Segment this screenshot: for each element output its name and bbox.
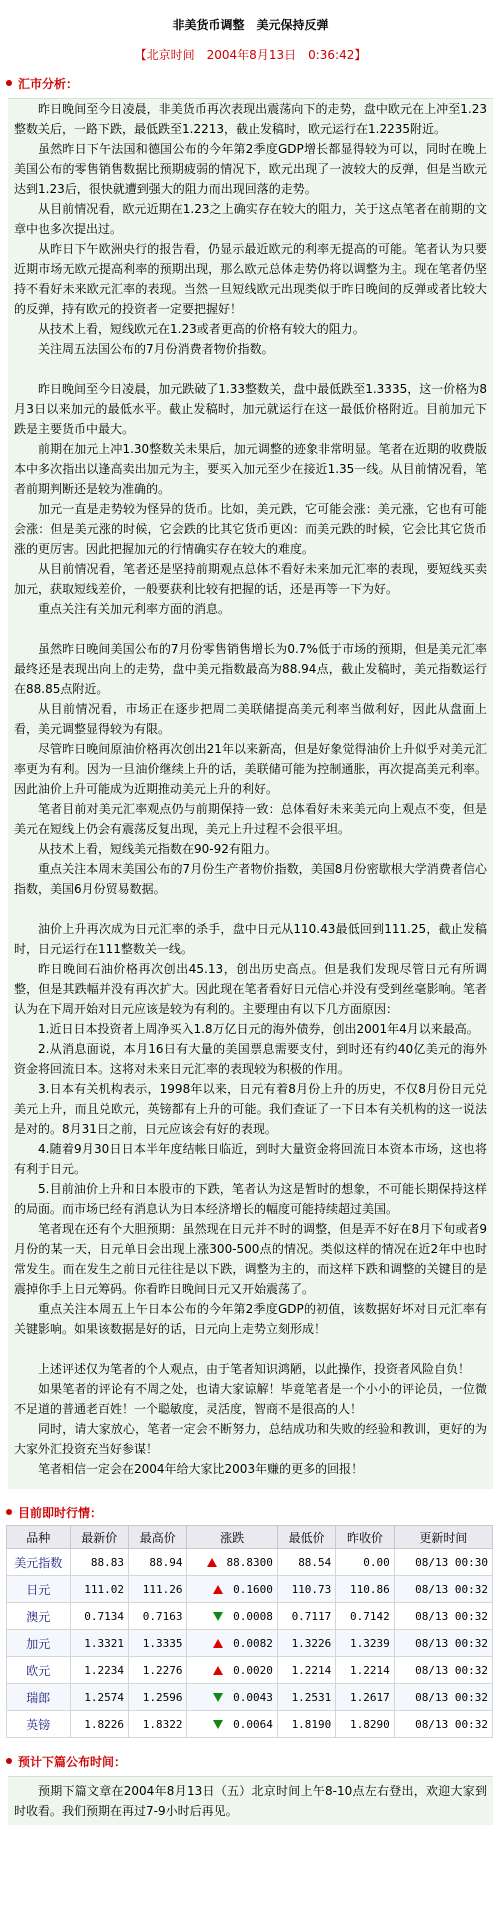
change-cell [187,1684,277,1711]
analysis-paragraph: 关注周五法国公布的7月份消费者物价指数。 [38,342,274,356]
analysis-paragraph: 笔者目前对美元汇率观点仍与前期保持一致：总体看好未来美元向上观点不变，但是美元在短线上仍会有震荡反复出现，美元上升过程不会很平坦。 [14,802,487,836]
column-header: 涨跌 [187,1526,277,1549]
arrow-down-icon [213,1612,223,1621]
update-time: 08/13 00:32 [394,1657,492,1684]
analysis-paragraph: 重点关注本周末美国公布的7月份生产者物价指数，美国8月份密歇根大学消费者信心指数，美国6月份贸易数据。 [14,862,487,896]
prev-close: 1.2617 [336,1684,394,1711]
table-row [7,1684,493,1711]
paragraph-gap [14,1339,487,1359]
analysis-paragraph: 3.日本有关机构表示，1998年以来，日元有着8月份上升的历史，不仅8月份日元兑美元上升，而且兑欧元，英镑都有上升的可能。我们查证了一下日本有关机构的这一说法是对的。8月31日之前，日元应该会有好的表现。 [14,1082,487,1136]
notice-heading [6,1752,501,1770]
low-price: 0.7117 [277,1603,335,1630]
analysis-paragraph: 同时，请大家放心，笔者一定会不断努力，总结成功和失败的经验和教训，更好的为大家外汇投资充当好参谋！ [14,1422,487,1456]
last-price: 1.2234 [70,1657,128,1684]
table-row [7,1711,493,1738]
update-time: 08/13 00:32 [394,1603,492,1630]
column-header: 最新价 [70,1526,128,1549]
arrow-up-icon [213,1666,223,1675]
prev-close: 1.3239 [336,1630,394,1657]
change-cell [187,1630,277,1657]
change-cell [187,1657,277,1684]
last-price: 1.8226 [70,1711,128,1738]
high-price: 1.2276 [129,1657,187,1684]
instrument-name: 欧元 [7,1657,71,1684]
analysis-paragraph: 虽然昨日下午法国和德国公布的今年第2季度GDP增长都显得较为可以，同时在晚上美国公布的零售销售数据比预期疲弱的情况下，欧元出现了一波较大的反弹，但是当欧元达到1.23后，很快就遭到强大的阻力而出现回落的走势。 [14,142,487,196]
notice-heading-text: 预计下篇公布时间： [18,1754,127,1769]
analysis-paragraph: 笔者现在还有个大胆预期：虽然现在日元并不时的调整，但是弄不好在8月下旬或者9月份的某一天，日元单日会出现上涨300-500点的情况。类似这样的情况在近2年中也时常发生。而在发生之前日元往往是以下跌，调整为主的，而这样下跌和调整的关键目的是震掉你手上日元筹码。你看昨日晚间日元又开始震荡了。 [14,1222,487,1296]
page [0,16,501,1825]
quote-table [6,1525,493,1738]
analysis-paragraph: 从昨日下午欧洲央行的报告看，仍显示最近欧元的利率无提高的可能。笔者认为只要近期市场无欧元提高利率的预期出现，那么欧元总体走势仍将以调整为主。现在笔者仍坚持不看好未来欧元汇率的表现。当然一旦短线欧元出现类似于昨日晚间的反弹或者比较大的反弹，持有欧元的投资者一定要把握好！ [14,242,487,316]
prev-close: 110.86 [336,1576,394,1603]
analysis-paragraph: 2.从消息面说，本月16日有大量的美国票息需要支付，到时还有约40亿美元的海外资金将回流日本。这将对未来日元汇率的表现较为积极的作用。 [14,1042,487,1076]
analysis-paragraph: 昨日晚间至今日凌晨，非美货币再次表现出震荡向下的走势，盘中欧元在上冲至1.23整数关后，一路下跌，最低跌至1.2213，截止发稿时，欧元运行在1.2235附近。 [14,102,487,136]
arrow-up-icon [213,1639,223,1648]
bullet-icon [6,1758,12,1764]
page-title: 非美货币调整 美元保持反弹 [172,18,329,32]
high-price: 1.3335 [129,1630,187,1657]
arrow-down-icon [213,1720,223,1729]
update-time: 08/13 00:32 [394,1711,492,1738]
arrow-up-icon [207,1558,217,1567]
update-time: 08/13 00:32 [394,1576,492,1603]
paragraph-gap [14,899,487,919]
beijing-time-line: 【北京时间 2004年8月13日 0:36:42】 [134,48,367,62]
high-price: 0.7163 [129,1603,187,1630]
analysis-paragraph: 虽然昨日晚间美国公布的7月份零售销售增长为0.7%低于市场的预期，但是美元汇率最终还是表现出向上的走势，盘中美元指数最高为88.94点，截止发稿时，美元指数运行在88.85点附近。 [14,642,487,696]
analysis-paragraph: 尽管昨日晚间原油价格再次创出21年以来新高，但是好象觉得油价上升似乎对美元汇率更为有利。因为一旦油价继续上升的话，美联储可能为控制通胀，再次提高美元利率。因此油价上升可能成为近期推动美元上升的利好。 [14,742,487,796]
analysis-paragraph: 加元一直是走势较为怪异的货币。比如，美元跌，它可能会涨：美元涨，它也有可能会涨：但是美元涨的时候，它会跌的比其它货币更凶：而美元跌的时候，它会比其它货币涨的更厉害。因此把握加元的行情确实存在较大的难度。 [14,502,487,556]
quotes-heading [6,1503,501,1521]
analysis-paragraph: 从目前情况看，欧元近期在1.23之上确实存在较大的阻力，关于这点笔者在前期的文章中也多次提出过。 [14,202,487,236]
analysis-body [8,98,493,1489]
change-value: 0.0064 [233,1717,273,1731]
last-price: 1.2574 [70,1684,128,1711]
last-price: 111.02 [70,1576,128,1603]
analysis-paragraph: 从目前情况看，市场正在逐步把周二美联储提高美元利率当做利好，因此从盘面上看，美元调整显得较为有限。 [14,702,487,736]
analysis-paragraph: 1.近日日本投资者上周净买入1.8万亿日元的海外债券，创出2001年4月以来最高。 [38,1022,479,1036]
table-row [7,1630,493,1657]
change-value: 0.0008 [233,1609,273,1623]
table-row [7,1603,493,1630]
analysis-paragraph: 如果笔者的评论有不周之处，也请大家谅解！毕竟笔者是一个小小的评论员，一位微不足道的普通老百姓！一个聪敏度，灵活度，智商不是很高的人！ [14,1382,487,1416]
analysis-paragraph: 前期在加元上冲1.30整数关未果后，加元调整的迹象非常明显。笔者在近期的收费版本中多次指出以逢高卖出加元为主，要买入加元至少在接近1.35一线。从目前情况看，笔者前期判断还是较为准确的。 [14,442,487,496]
change-value: 88.8300 [226,1555,273,1569]
change-value: 0.0082 [233,1636,273,1650]
low-price: 110.73 [277,1576,335,1603]
update-time: 08/13 00:32 [394,1684,492,1711]
last-price: 0.7134 [70,1603,128,1630]
analysis-paragraph: 上述评述仅为笔者的个人观点，由于笔者知识鸿陋，以此操作，投资者风险自负！ [38,1362,471,1376]
change-cell [187,1549,277,1576]
analysis-paragraph: 重点关注有关加元利率方面的消息。 [38,602,231,616]
low-price: 1.3226 [277,1630,335,1657]
paragraph-gap [14,619,487,639]
analysis-paragraph: 5.目前油价上升和日本股市的下跌，笔者认为这是暂时的想象，不可能长期保持这样的局面。而市场已经有消息认为日本经济增长的幅度可能持续超过美国。 [14,1182,487,1216]
change-cell [187,1603,277,1630]
table-row [7,1657,493,1684]
column-header: 品种 [7,1526,71,1549]
arrow-up-icon [213,1585,223,1594]
prev-close: 1.2214 [336,1657,394,1684]
analysis-paragraph: 从技术上看，短线美元指数在90-92有阻力。 [38,842,277,856]
instrument-name: 美元指数 [7,1549,71,1576]
update-time: 08/13 00:32 [394,1630,492,1657]
instrument-name: 加元 [7,1630,71,1657]
update-time: 08/13 00:30 [394,1549,492,1576]
next-article-notice: 预期下篇文章在2004年8月13日（五）北京时间上午8-10点左右登出，欢迎大家到时收看。我们预期在再过7-9小时后再见。 [8,1776,493,1825]
instrument-name: 瑞郎 [7,1684,71,1711]
analysis-paragraph: 重点关注本周五上午日本公布的今年第2季度GDP的初值，该数据好坏对日元汇率有关键影响。如果该数据是好的话，日元向上走势立刻形成！ [14,1302,487,1336]
instrument-name: 澳元 [7,1603,71,1630]
prev-close: 1.8290 [336,1711,394,1738]
column-header: 最低价 [277,1526,335,1549]
instrument-name: 日元 [7,1576,71,1603]
prev-close: 0.00 [336,1549,394,1576]
analysis-paragraph: 4.随着9月30日日本半年度结帐日临近，到时大量资金将回流日本资本市场，这也将有利于日元。 [14,1142,487,1176]
change-value: 0.0020 [233,1663,273,1677]
change-cell [187,1576,277,1603]
quote-table-header [7,1526,493,1549]
low-price: 88.54 [277,1549,335,1576]
quotes-heading-text: 目前即时行情： [18,1505,103,1520]
column-header: 最高价 [129,1526,187,1549]
paragraph-gap [14,359,487,379]
last-price: 1.3321 [70,1630,128,1657]
bullet-icon [6,1509,12,1515]
table-row [7,1576,493,1603]
analysis-paragraph: 昨日晚间石油价格再次创出45.13，创出历史高点。但是我们发现尽管日元有所调整，但是其跌幅并没有再次扩大。因此现在笔者看好日元信心并没有受到丝毫影响。笔者认为在下周开始对日元应该是较为有利的。主要理由有以下几方面原因： [14,962,487,1016]
change-value: 0.1600 [233,1582,273,1596]
column-header: 昨收价 [336,1526,394,1549]
high-price: 1.8322 [129,1711,187,1738]
arrow-down-icon [213,1693,223,1702]
instrument-name: 英镑 [7,1711,71,1738]
analysis-heading-text: 汇市分析： [18,76,79,91]
high-price: 111.26 [129,1576,187,1603]
analysis-paragraph: 从技术上看，短线欧元在1.23或者更高的价格有较大的阻力。 [38,322,365,336]
change-cell [187,1711,277,1738]
analysis-paragraph: 从目前情况看，笔者还是坚持前期观点总体不看好未来加元汇率的表现，要短线买卖加元，获取短线差价，一般要获利比较有把握的话，还是再等一下为好。 [14,562,487,596]
high-price: 1.2596 [129,1684,187,1711]
high-price: 88.94 [129,1549,187,1576]
bullet-icon [6,80,12,86]
low-price: 1.2531 [277,1684,335,1711]
analysis-paragraph: 昨日晚间至今日凌晨，加元跌破了1.33整数关，盘中最低跌至1.3335，这一价格为8月3日以来加元的最低水平。截止发稿时，加元就运行在这一最低价格附近。目前加元下跌是主要货币中最大。 [14,382,487,436]
analysis-heading [6,74,501,92]
column-header: 更新时间 [394,1526,492,1549]
low-price: 1.2214 [277,1657,335,1684]
table-row [7,1549,493,1576]
last-price: 88.83 [70,1549,128,1576]
change-value: 0.0043 [233,1690,273,1704]
prev-close: 0.7142 [336,1603,394,1630]
low-price: 1.8190 [277,1711,335,1738]
analysis-paragraph: 油价上升再次成为日元汇率的杀手，盘中日元从110.43最低回到111.25，截止发稿时，日元运行在111整数关一线。 [14,922,487,956]
quote-table-body [7,1549,493,1738]
analysis-paragraph: 笔者相信一定会在2004年给大家比2003年赚的更多的回报！ [38,1462,364,1476]
